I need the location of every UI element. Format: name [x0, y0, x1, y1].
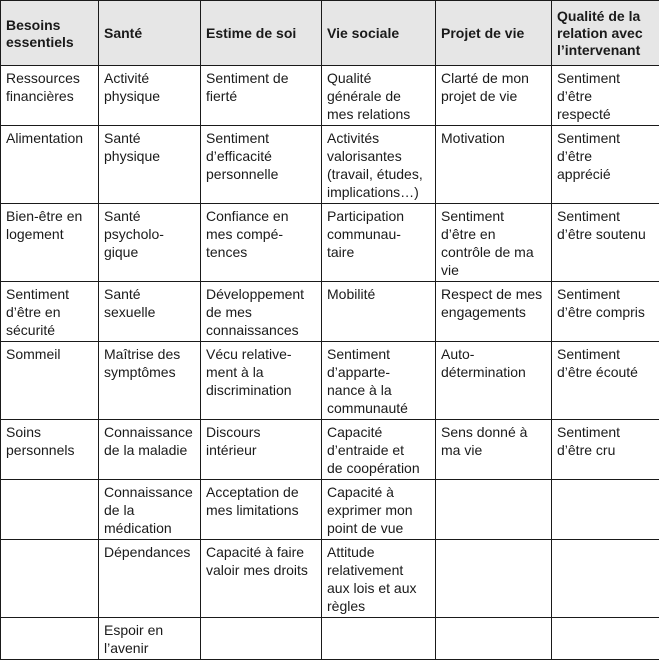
cell-text: Sens donné à ma vie	[441, 423, 547, 459]
table-cell	[322, 342, 436, 420]
table-cell	[99, 480, 201, 540]
table-cell	[201, 204, 322, 282]
cell-text: Sentiment d’efficacité personnelle	[206, 129, 317, 183]
table-cell	[322, 204, 436, 282]
cell-text: Capacité d’entraide et de coopération	[327, 423, 431, 477]
cell-text: Confiance en mes compé- tences	[206, 207, 317, 261]
header-cell-besoins	[1, 1, 99, 66]
cell-text: Capacité à faire valoir mes droits	[206, 543, 317, 579]
table-cell	[99, 618, 201, 660]
table-cell	[201, 480, 322, 540]
table-cell	[1, 282, 99, 342]
table-cell	[436, 420, 552, 480]
table-cell	[322, 126, 436, 204]
cell-text: Espoir en l’avenir	[104, 621, 196, 657]
header-label: Projet de vie	[441, 25, 547, 42]
cell-text: Activités valorisantes (travail, études, implications…)	[327, 129, 431, 201]
cell-text: Santé physique	[104, 129, 196, 165]
header-cell-estime	[201, 1, 322, 66]
cell-text: Participation communau- taire	[327, 207, 431, 261]
table-cell	[99, 342, 201, 420]
table-cell	[201, 420, 322, 480]
cell-text: Attitude relativement aux lois et aux règles	[327, 543, 431, 615]
table-cell	[1, 66, 99, 126]
cell-text: Connaissance de la médication	[104, 483, 196, 537]
table-cell	[1, 540, 99, 618]
cell-text: Sentiment d’être soutenu	[557, 207, 655, 243]
table-cell	[552, 480, 659, 540]
table-cell	[201, 342, 322, 420]
table-cell	[1, 126, 99, 204]
cell-text: Motivation	[441, 129, 547, 147]
table-row	[1, 282, 659, 342]
table-row	[1, 66, 659, 126]
cell-text: Sentiment d’être en sécurité	[6, 285, 94, 339]
table-row	[1, 420, 659, 480]
table-cell	[322, 618, 436, 660]
cell-text: Activité physique	[104, 69, 196, 105]
cell-text: Alimentation	[6, 129, 94, 147]
table-cell	[322, 420, 436, 480]
table-cell	[322, 282, 436, 342]
table-cell	[436, 66, 552, 126]
cell-text: Santé psycholo- gique	[104, 207, 196, 261]
table-cell	[436, 540, 552, 618]
cell-text: Santé sexuelle	[104, 285, 196, 321]
cell-text: Sentiment de fierté	[206, 69, 317, 105]
table-cell	[1, 480, 99, 540]
table-cell	[552, 618, 659, 660]
table-cell	[552, 282, 659, 342]
cell-text: Ressources financières	[6, 69, 94, 105]
table-cell	[322, 66, 436, 126]
table-cell	[322, 540, 436, 618]
table-cell	[1, 204, 99, 282]
table-row	[1, 540, 659, 618]
table-cell	[1, 420, 99, 480]
table-cell	[201, 540, 322, 618]
cell-text: Développement de mes connaissances	[206, 285, 317, 339]
cell-text: Sentiment d’être apprécié	[557, 129, 655, 183]
cell-text: Dépendances	[104, 543, 196, 561]
table-cell	[99, 420, 201, 480]
table-cell	[99, 540, 201, 618]
table-row	[1, 342, 659, 420]
table-cell	[99, 66, 201, 126]
cell-text: Mobilité	[327, 285, 431, 303]
table-row	[1, 480, 659, 540]
cell-text: Acceptation de mes limitations	[206, 483, 317, 519]
table-row	[1, 126, 659, 204]
table-cell	[322, 480, 436, 540]
table-cell	[436, 618, 552, 660]
table-cell	[201, 282, 322, 342]
table-cell	[1, 342, 99, 420]
cell-text: Discours intérieur	[206, 423, 317, 459]
header-cell-vie-sociale	[322, 1, 436, 66]
cell-text: Bien-être en logement	[6, 207, 94, 243]
table-cell	[552, 540, 659, 618]
cell-text: Sentiment d’être écouté	[557, 345, 655, 381]
table-cell	[436, 480, 552, 540]
table-cell	[436, 204, 552, 282]
cell-text: Sentiment d’être compris	[557, 285, 655, 321]
cell-text: Soins personnels	[6, 423, 94, 459]
table-cell	[436, 342, 552, 420]
table-cell	[99, 282, 201, 342]
table-cell	[1, 618, 99, 660]
table-cell	[552, 420, 659, 480]
cell-text: Clarté de mon projet de vie	[441, 69, 547, 105]
table-cell	[552, 342, 659, 420]
table-cell	[552, 126, 659, 204]
cell-text: Qualité générale de mes relations	[327, 69, 431, 123]
header-label: Vie sociale	[327, 25, 431, 42]
header-label: Estime de soi	[206, 25, 317, 42]
table-cell	[436, 126, 552, 204]
table-cell	[99, 126, 201, 204]
cell-text: Auto- détermination	[441, 345, 547, 381]
cell-text: Respect de mes engagements	[441, 285, 547, 321]
header-label: Santé	[104, 25, 196, 42]
cell-text: Sommeil	[6, 345, 94, 363]
cell-text: Connaissance de la maladie	[104, 423, 196, 459]
cell-text: Sentiment d’être en contrôle de ma vie	[441, 207, 547, 279]
cell-text: Sentiment d’être cru	[557, 423, 655, 459]
table-cell	[201, 618, 322, 660]
header-cell-projet	[436, 1, 552, 66]
header-cell-relation	[552, 1, 659, 66]
header-label: Qualité de la relation avec l’intervenant	[557, 8, 655, 59]
table-row	[1, 204, 659, 282]
cell-text: Sentiment d’apparte- nance à la communauté	[327, 345, 431, 417]
cell-text: Capacité à exprimer mon point de vue	[327, 483, 431, 537]
header-cell-sante	[99, 1, 201, 66]
table-cell	[436, 282, 552, 342]
table-cell	[201, 126, 322, 204]
table-cell	[552, 66, 659, 126]
header-label: Besoins essentiels	[6, 17, 94, 51]
cell-text: Vécu relative- ment à la discrimination	[206, 345, 317, 399]
header-row	[1, 1, 659, 66]
table-row	[1, 618, 659, 660]
table-cell	[99, 204, 201, 282]
cell-text: Maîtrise des symptômes	[104, 345, 196, 381]
table-cell	[201, 66, 322, 126]
cell-text: Sentiment d’être respecté	[557, 69, 655, 123]
table-cell	[552, 204, 659, 282]
